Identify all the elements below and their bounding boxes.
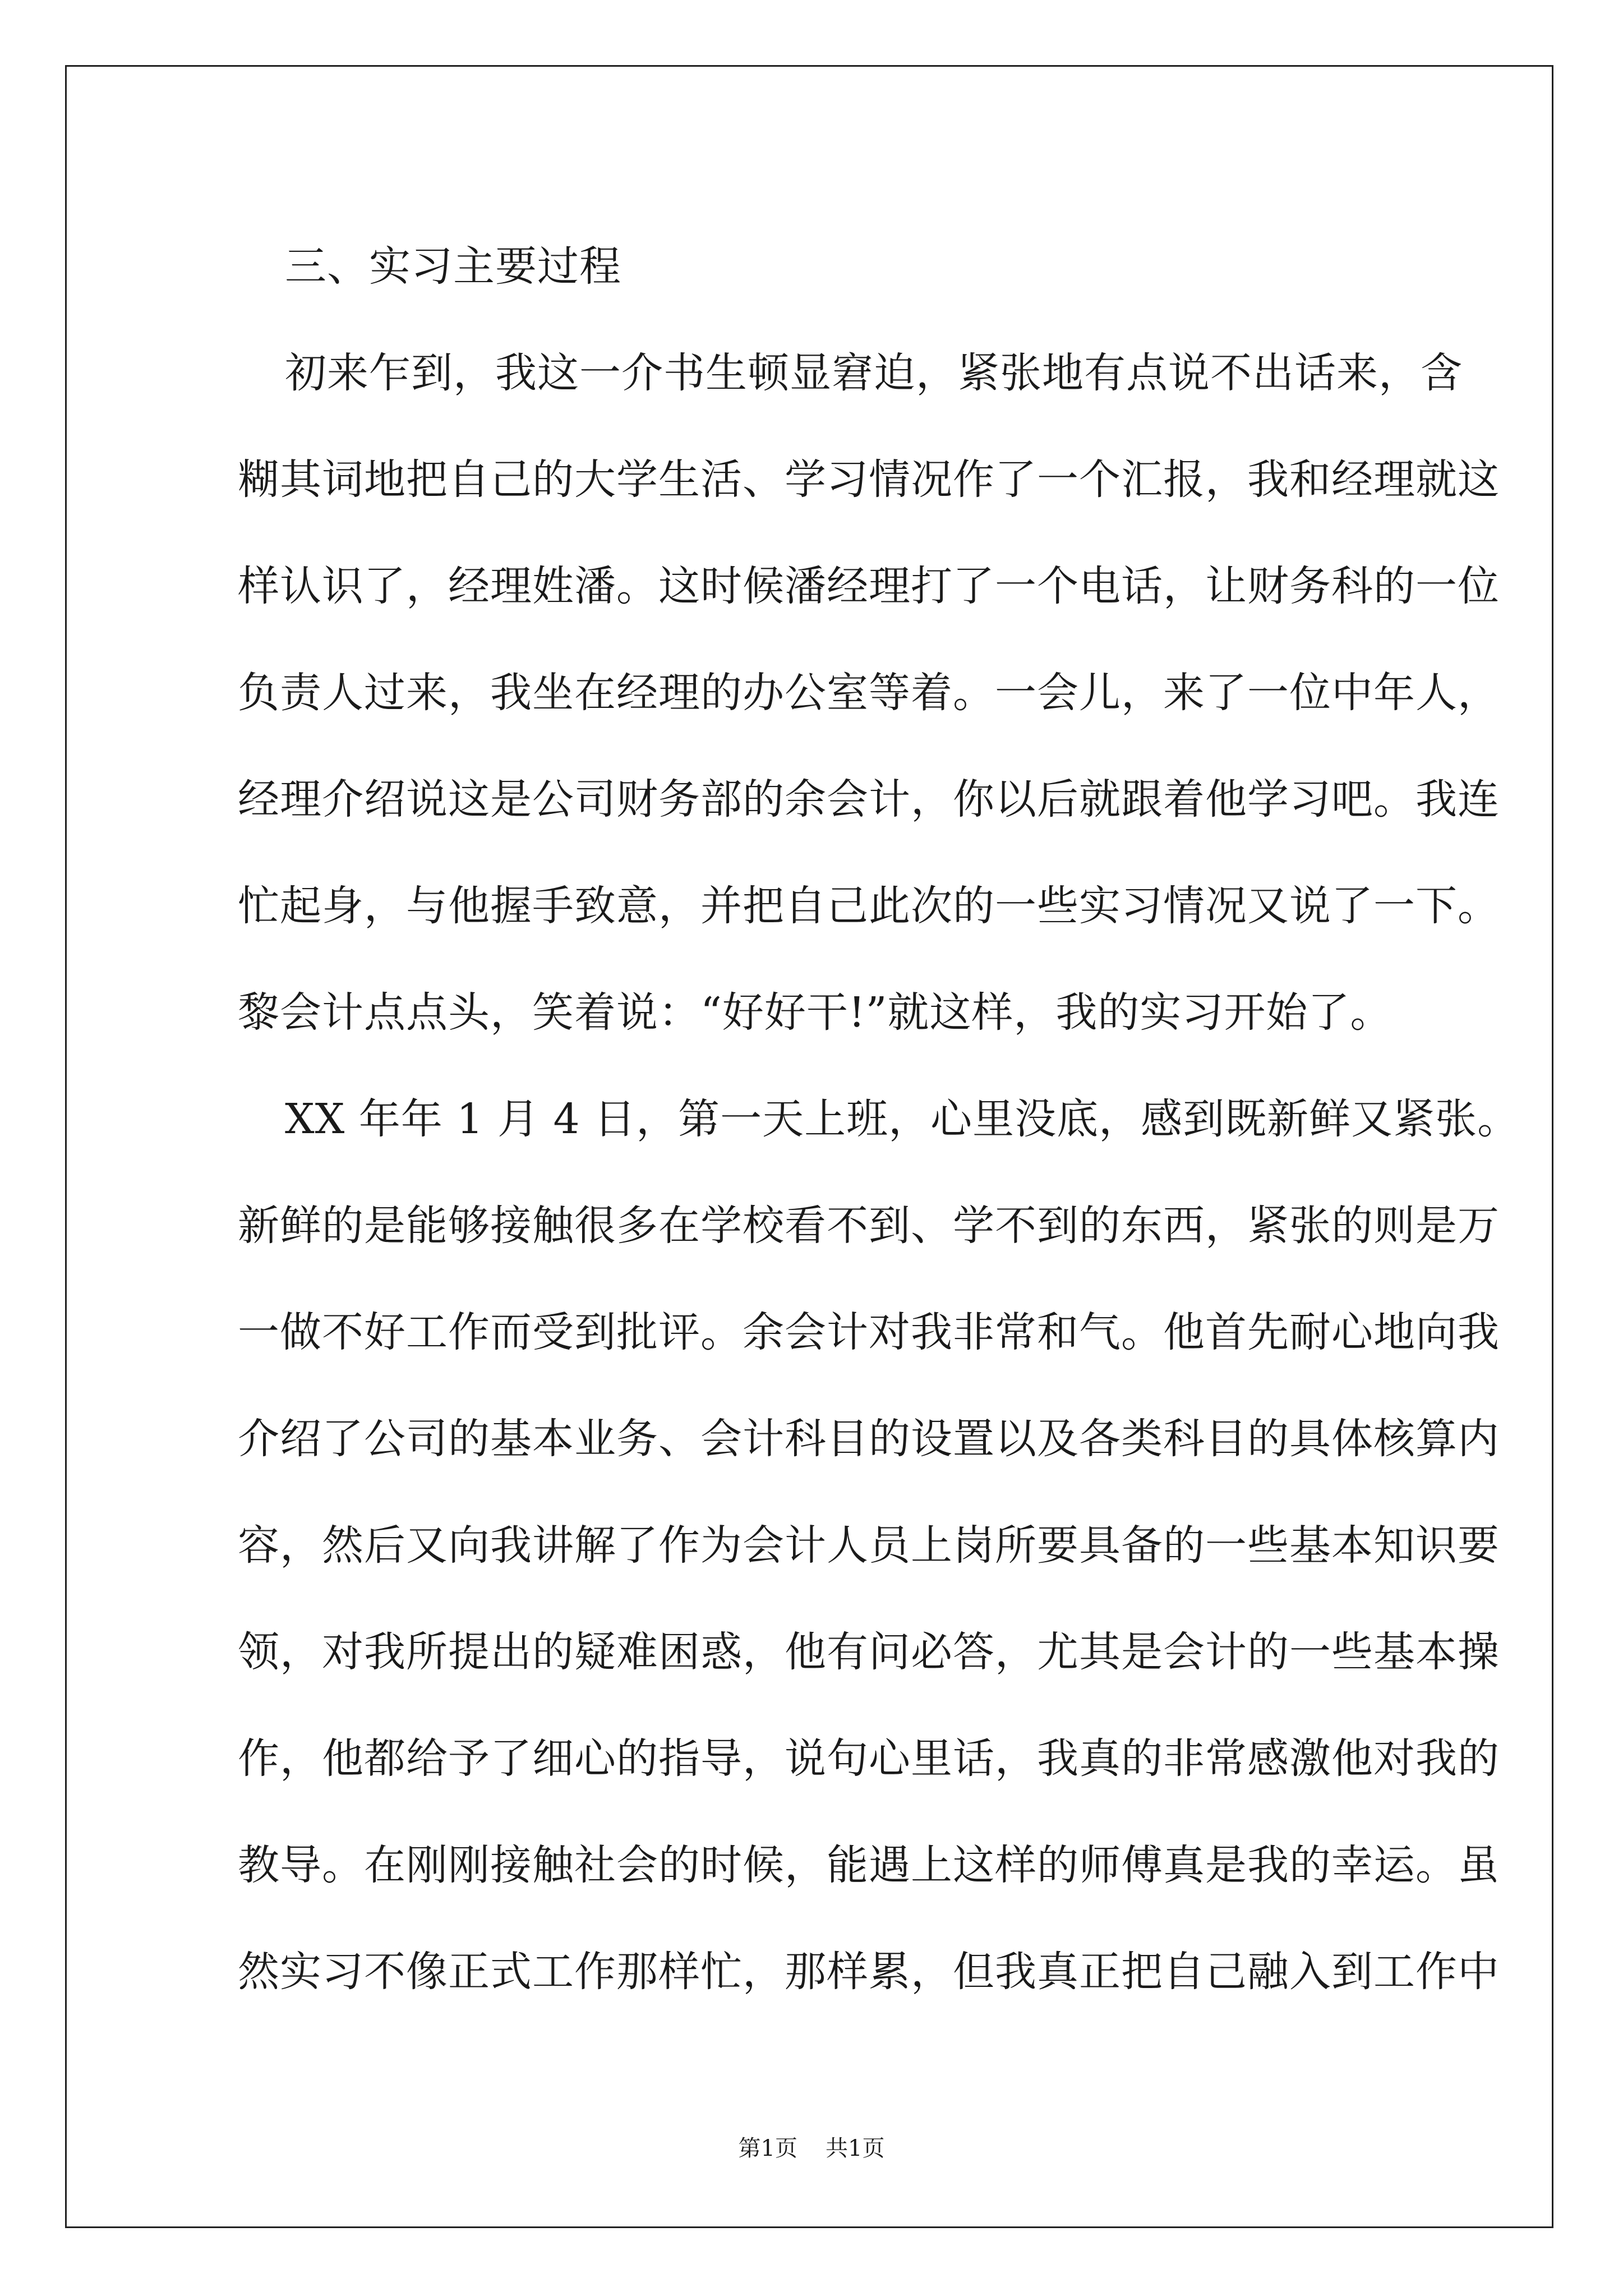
paragraph-line: XX 年年 1 月 4 日，第一天上班，心里没底，感到既新鲜又紧张。 <box>285 1095 1520 1143</box>
paragraph-line: 经理介绍说这是公司财务部的余会计，你以后就跟着他学习吧。我连 <box>238 775 1500 823</box>
paragraph-line: 作，他都给予了细心的指导，说句心里话，我真的非常感激他对我的 <box>238 1734 1500 1783</box>
paragraph-line: 忙起身，与他握手致意，并把自己此次的一些实习情况又说了一下。 <box>238 882 1500 930</box>
paragraph-line: 样认识了，经理姓潘。这时候潘经理打了一个电话，让财务科的一位 <box>238 562 1500 610</box>
page-total: 共1页 <box>826 2136 885 2161</box>
paragraph-line: 初来乍到，我这一介书生顿显窘迫，紧张地有点说不出话来，含 <box>285 349 1463 397</box>
document-body <box>238 213 1520 2025</box>
paragraph-line: 糊其词地把自己的大学生活、学习情况作了一个汇报，我和经理就这 <box>238 455 1500 504</box>
page-footer <box>0 2132 1623 2165</box>
paragraph-line: 领，对我所提出的疑难困惑，他有问必答，尤其是会计的一些基本操 <box>238 1628 1500 1676</box>
paragraph-line: 容，然后又向我讲解了作为会计人员上岗所要具备的一些基本知识要 <box>238 1521 1500 1570</box>
section-heading: 三、实习主要过程 <box>285 242 621 291</box>
paragraph-line: 新鲜的是能够接触很多在学校看不到、学不到的东西，紧张的则是万 <box>238 1202 1500 1250</box>
page-number: 第1页 <box>738 2136 797 2161</box>
paragraph-line: 黎会计点点头，笑着说：“好好干!”就这样，我的实习开始了。 <box>238 988 1393 1037</box>
paragraph-line: 教导。在刚刚接触社会的时候，能遇上这样的师傅真是我的幸运。虽 <box>238 1841 1500 1889</box>
paragraph-line: 介绍了公司的基本业务、会计科目的设置以及各类科目的具体核算内 <box>238 1415 1500 1463</box>
paragraph-line: 一做不好工作而受到批评。余会计对我非常和气。他首先耐心地向我 <box>238 1308 1500 1356</box>
paragraph-line: 然实习不像正式工作那样忙，那样累，但我真正把自己融入到工作中 <box>238 1948 1500 1996</box>
paragraph-line: 负责人过来，我坐在经理的办公室等着。一会儿，来了一位中年人， <box>238 669 1500 717</box>
